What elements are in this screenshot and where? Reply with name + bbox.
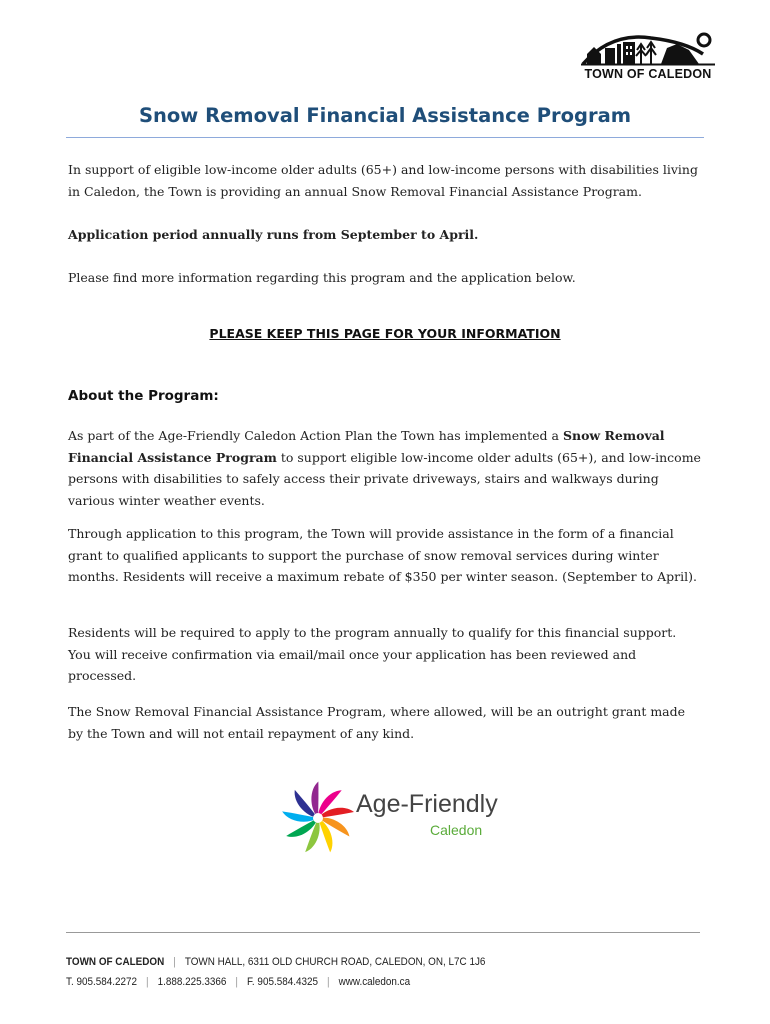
intro-paragraph: In support of eligible low-income older adults (65+) and low-income persons with disabilities living in Caledon, the Town is providing an annual Snow Removal Financial Assistance Program. <box>68 162 698 199</box>
footer-website: www.caledon.ca <box>338 976 411 988</box>
footer-org: TOWN OF CALEDON <box>66 956 165 968</box>
caledon-skyline-icon <box>581 30 715 66</box>
pinwheel-flower-icon <box>276 776 360 860</box>
logo-text: TOWN OF CALEDON <box>584 67 712 81</box>
title-divider <box>66 137 704 138</box>
footer-tollfree: 1.888.225.3366 <box>157 976 227 988</box>
age-friendly-logo <box>276 776 506 860</box>
about-paragraph-3: Residents will be required to apply to the program annually to qualify for this financial support. You will receive confirmation via email/mail once your application has been reviewed and processed. <box>68 625 677 683</box>
keep-page-notice: PLEASE KEEP THIS PAGE FOR YOUR INFORMATION <box>209 326 561 341</box>
about-p1-lead: As part of the Age-Friendly Caledon Action Plan the Town has implemented a <box>68 428 563 443</box>
footer-phone: T. 905.584.2272 <box>66 976 138 988</box>
about-paragraph-4: The Snow Removal Financial Assistance Program, where allowed, will be an outright grant made by the Town and will not entail repayment of any kind. <box>68 704 686 741</box>
footer-contact-line <box>66 976 642 988</box>
footer-address-line <box>66 956 642 968</box>
about-paragraph-1 <box>68 425 702 511</box>
age-friendly-wordmark: Age-Friendly <box>356 790 498 818</box>
application-period: Application period annually runs from September to April. <box>68 227 479 242</box>
town-of-caledon-logo <box>580 30 716 81</box>
about-heading: About the Program: <box>68 388 219 404</box>
footer-separator: | <box>235 976 238 988</box>
footer-divider <box>66 932 700 933</box>
about-p1-rest: to support eligible low-income older adults (65+), and low-income persons with disabilities to safely access their private driveways, stairs and walkways during various winter weather events. <box>68 449 701 508</box>
page-title: Snow Removal Financial Assistance Program <box>138 104 632 127</box>
program-name-bold: Snow Removal Financial Assistance Program <box>68 428 665 465</box>
more-info-text: Please find more information regarding this program and the application below. <box>68 270 576 285</box>
footer-fax: F. 905.584.4325 <box>246 976 318 988</box>
footer-separator: | <box>327 976 330 988</box>
about-paragraph-2: Through application to this program, the Town will provide assistance in the form of a financial grant to qualified applicants to support the purchase of snow removal services during winter months. Residents will receive a maximum rebate of $350 per winter season. (September to April). <box>68 526 697 584</box>
footer-address: TOWN HALL, 6311 OLD CHURCH ROAD, CALEDON, ON, L7C 1J6 <box>184 956 486 968</box>
footer-separator: | <box>146 976 149 988</box>
footer-separator: | <box>173 956 176 968</box>
age-friendly-caledon: Caledon <box>430 822 483 838</box>
